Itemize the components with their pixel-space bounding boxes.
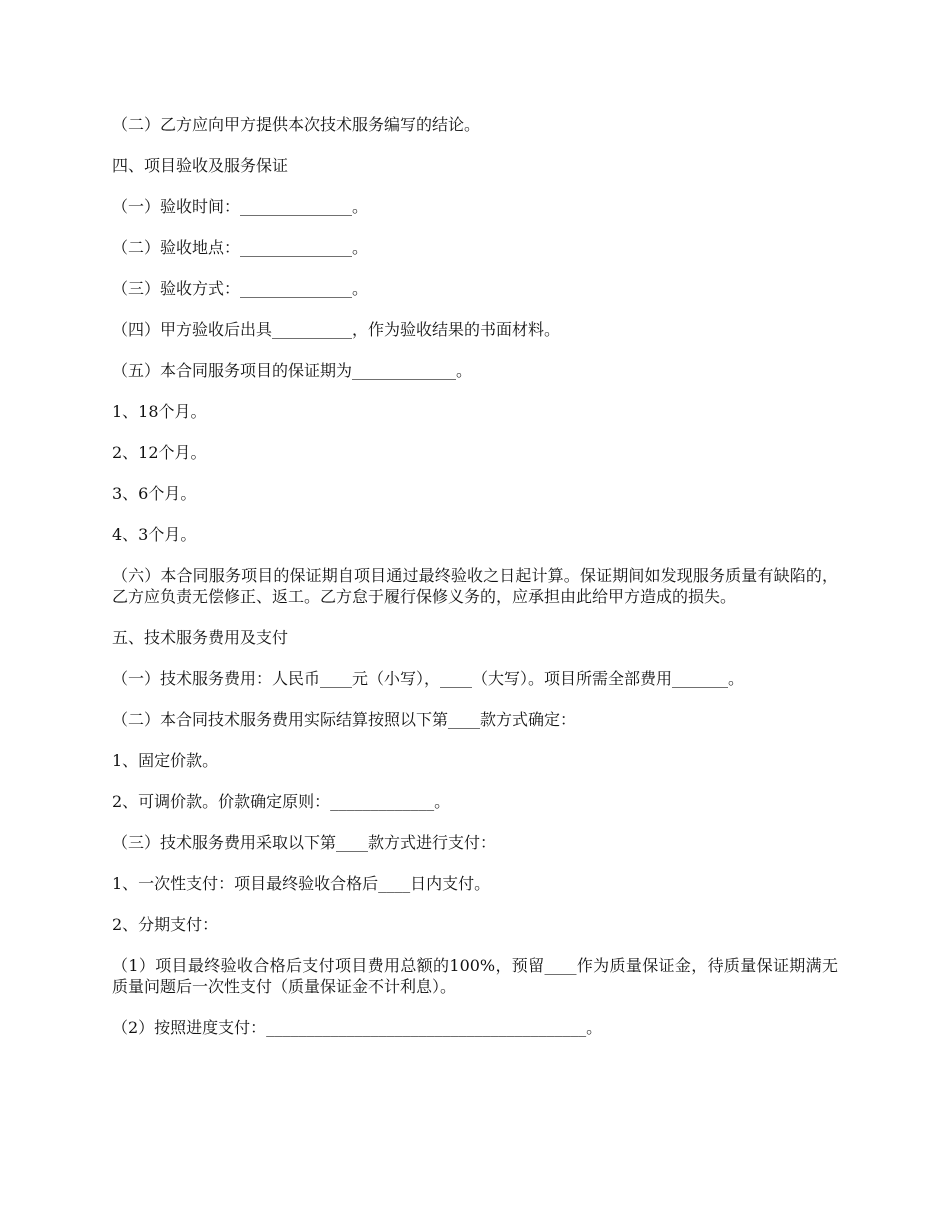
paragraph-acceptance-method: （三）验收方式：______________。 bbox=[112, 279, 369, 298]
list-item-18-months: 1、18个月。 bbox=[112, 402, 207, 421]
paragraph-warranty-period: （五）本合同服务项目的保证期为_____________。 bbox=[112, 361, 473, 380]
list-item-12-months: 2、12个月。 bbox=[112, 443, 207, 462]
paragraph-acceptance-time: （一）验收时间：______________。 bbox=[112, 197, 369, 216]
paragraph-warranty-terms: （六）本合同服务项目的保证期自项目通过最终验收之日起计算。保证期间如发现服务质量有缺陷的，乙方应负责无偿修正、返工。乙方怠于履行保修义务的，应承担由此给甲方造成的损失。 bbox=[112, 566, 838, 606]
list-item-lump-sum: 1、一次性支付：项目最终验收合格后____日内支付。 bbox=[112, 874, 491, 893]
paragraph-payment-method: （三）技术服务费用采取以下第____款方式进行支付： bbox=[112, 833, 497, 852]
paragraph-acceptance-location: （二）验收地点：______________。 bbox=[112, 238, 369, 257]
paragraph-progress-payment: （2）按照进度支付：________________________________________。 bbox=[112, 1018, 603, 1037]
section-heading-fees: 五、技术服务费用及支付 bbox=[112, 628, 289, 647]
paragraph-deliver-conclusion: （二）乙方应向甲方提供本次技术服务编写的结论。 bbox=[112, 115, 481, 134]
list-item-installments: 2、分期支付： bbox=[112, 915, 219, 934]
list-item-3-months: 4、3个月。 bbox=[112, 525, 197, 544]
section-heading-acceptance: 四、项目验收及服务保证 bbox=[112, 156, 289, 175]
list-item-adjustable-price: 2、可调价款。价款确定原则：_____________。 bbox=[112, 792, 451, 811]
paragraph-acceptance-document: （四）甲方验收后出具__________，作为验收结果的书面材料。 bbox=[112, 320, 561, 339]
paragraph-settlement-method: （二）本合同技术服务费用实际结算按照以下第____款方式确定： bbox=[112, 710, 577, 729]
list-item-6-months: 3、6个月。 bbox=[112, 484, 197, 503]
list-item-fixed-price: 1、固定价款。 bbox=[112, 751, 219, 770]
paragraph-service-fee: （一）技术服务费用：人民币____元（小写），____（大写）。项目所需全部费用_______。 bbox=[112, 669, 745, 688]
paragraph-installment-retention: （1）项目最终验收合格后支付项目费用总额的100%，预留____作为质量保证金，待质量保证期满无质量问题后一次性支付（质量保证金不计利息）。 bbox=[112, 956, 838, 996]
